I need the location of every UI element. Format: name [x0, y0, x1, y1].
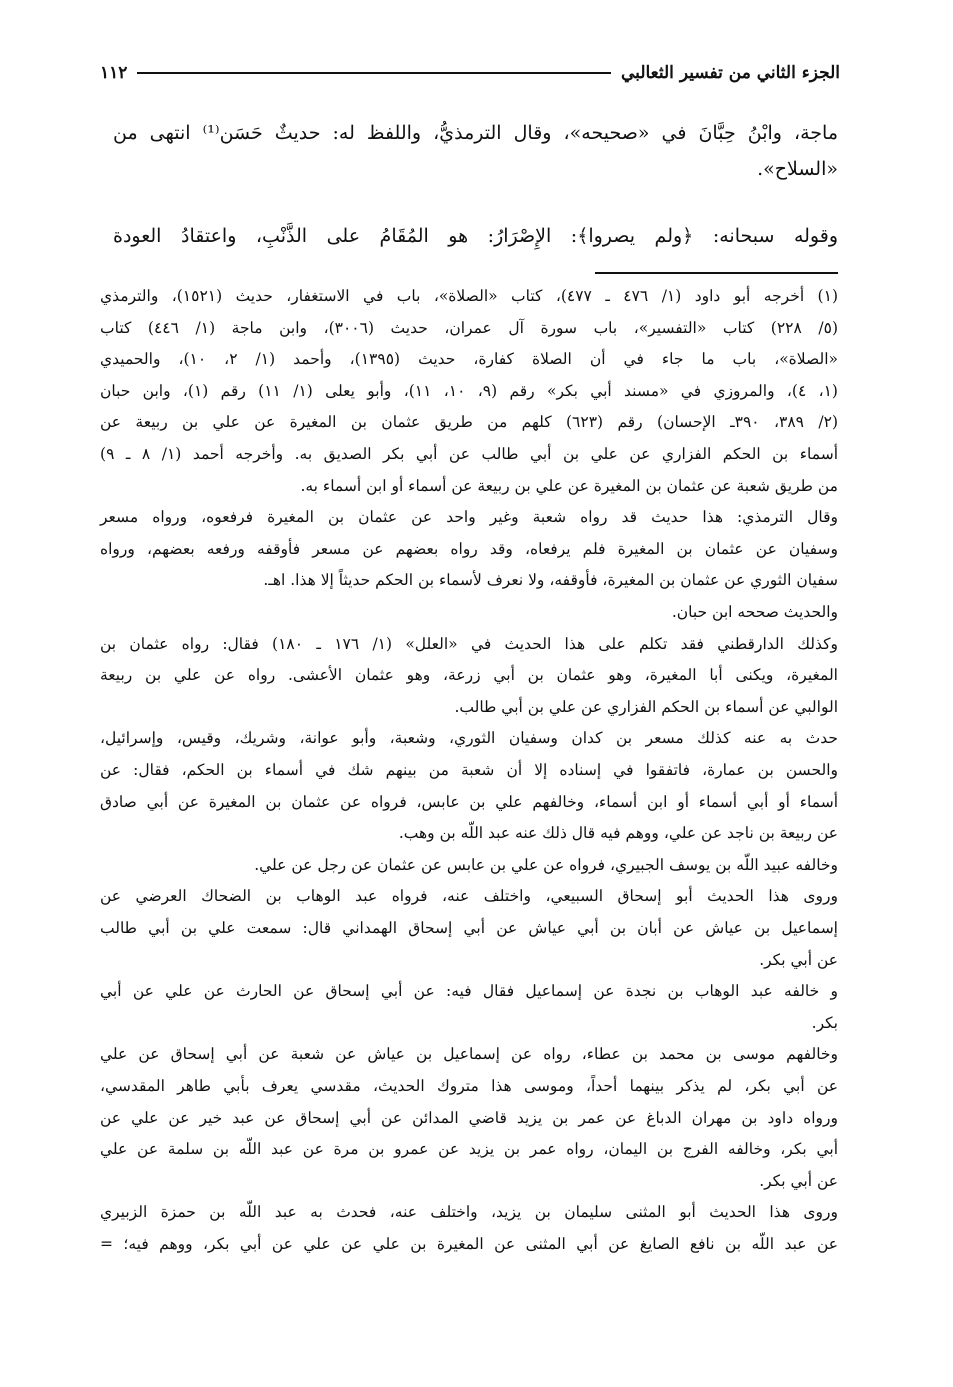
footnote-line: وروى هذا الحديث أبو إسحاق السبيعي، واختلف عنه، فرواه عبد الوهاب بن الضحاك العرضي عن [100, 887, 838, 906]
footnote-line: بكر. [811, 1013, 838, 1032]
footnote-line: والحديث صححه ابن حبان. [671, 603, 838, 621]
footnote-line: أسماء بن الحكم الفزاري عن علي بن أبي طالب عن أبي بكر الصديق به. وأخرجه أحمد (١/ ٨ ـ ٩) [100, 445, 838, 463]
header-rule [137, 72, 611, 74]
main-text-line: وقوله سبحانه: ﴿ولم يصروا﴾: الإِصْرَارُ: هو المُقَامُ على الذَّنْبِ، واعتقادُ العودة [113, 225, 838, 247]
running-header [100, 60, 840, 86]
footnote-line: (١) أخرجه أبو داود (١/ ٤٧٦ ـ ٤٧٧)، كتاب «الصلاة»، باب في الاستغفار، حديث (١٥٢١)، والترمذي [100, 287, 838, 305]
footnote-line: وخالفهم موسى بن محمد بن عطاء، رواه عن إسماعيل بن عياش عن شعبة عن أبي إسحاق عن علي [100, 1045, 838, 1064]
footnote-line: عن أبي بكر، لم يذكر بينهما أحداً، وموسى هذا متروك الحديث، مقدسي يعرف بأبي طاهر المقدسي، [100, 1077, 838, 1095]
footnote-line: (١، ٤)، والمروزي في «مسند أبي بكر» رقم (٩، ١٠، ١١)، وأبو يعلى (١/ ١١) رقم (١)، وابن حبان [100, 381, 838, 400]
footnote-line: والحسن بن عمارة، فاتفقوا في إسناده إلا أن شعبة من بينهم شك في أسماء بن الحكم، فقال: عن [100, 761, 838, 779]
footnote-line: من طريق شعبة عن عثمان بن المغيرة عن علي بن ربيعة عن أسماء أو ابن أسماء به. [300, 476, 838, 495]
footnote-line: سفيان الثوري عن عثمان بن المغيرة، فأوقفه، ولا نعرف لأسماء بن الحكم حديثاً إلا هذا. اهـ. [263, 571, 838, 590]
footnote-separator [595, 272, 838, 274]
footnote-line: (٢/ ٣٨٩، ٣٩٠ـ الإحسان) رقم (٦٢٣) كلهم من طريق عثمان بن المغيرة عن علي بن ربيعة عن [100, 413, 838, 432]
footnote-line: المغيرة، ويكنى أبا المغيرة، وهو عثمان بن أبي زرعة، وهو عثمان الأعشى. رواه عن علي بن ربيعة [100, 666, 838, 685]
footnote-line: أسماء أو أبي أسماء أو ابن أسماء، وخالفهم علي بن عابس، فرواه عن عثمان بن المغيرة عن أبي صادق [100, 792, 838, 811]
footnote-line: «الصلاة»، باب ما جاء في أن الصلاة كفارة، حديث (١٣٩٥)، وأحمد (١/ ٢، ١٠)، والحميدي [100, 350, 839, 369]
footnote-line: وروى هذا الحديث أبو المثنى سليمان بن يزيد، واختلف عنه، فحدث به عبد اللّه بن حمزة الزبيري [100, 1203, 838, 1222]
footnote-line: (٥/ ٢٢٨) كتاب «التفسير»، باب سورة آل عمران، حديث (٣٠٠٦)، وابن ماجة (١/ ٤٤٦) كتاب [100, 318, 838, 337]
footnote-line: و خالفه عبد الوهاب بن نجدة عن إسماعيل فقال فيه: عن أبي إسحاق عن الحارث عن علي عن أبي [100, 982, 838, 1001]
footnote-line: عن أبي بكر. [759, 1171, 838, 1190]
footnote-line: وخالفه عبيد اللّه بن يوسف الجبيري، فرواه عن علي بن عابس عن عثمان عن رجل عن علي. [254, 855, 838, 874]
footnote-line: وقال الترمذي: هذا حديث قد رواه شعبة وغير واحد عن عثمان بن المغيرة فرفعوه، ورواه مسعر [100, 508, 838, 527]
main-text-line: ماجة، وابْنُ حِبَّانَ في «صحيحه»، وقال الترمذيُّ، واللفظ له: حديثٌ حَسَن⁽¹⁾ انتهى من [113, 122, 839, 144]
footnote-line: عن عبد اللّه بن نافع الصايغ عن أبي المثنى عن المغيرة بن علي عن علي عن أبي بكر، ووهم فيه؛ = [100, 1235, 838, 1253]
running-title: الجزء الثاني من تفسير الثعالبي [621, 63, 840, 83]
footnote-line: عن ربيعة بن ناجد عن علي، ووهم فيه قال ذلك عنه عبد اللّه بن وهب. [398, 824, 838, 843]
page-number: ١١٢ [100, 63, 128, 83]
footnote-line: إسماعيل بن عياش عن أبان بن أبي عياش عن أبي إسحاق الهمداني قال: سمعت علي بن أبي طالب [100, 919, 838, 937]
footnote-line: عن أبي بكر. [759, 950, 838, 969]
footnote-line: الوالبي عن أسماء بن الحكم الفزاري عن علي بن أبي طالب. [454, 697, 838, 716]
footnote-line: ورواه داود بن مهران الدباغ عن عمر بن يزيد قاضي المدائن عن أبي إسحاق عن عبد خير عن علي عن [100, 1108, 838, 1127]
main-text-line: «السلاح». [757, 158, 838, 180]
footnote-line: أبي بكر، وخالفه الفرج بن اليمان، رواه عمر بن يزيد عن عمرو بن مرة عن عبد اللّه بن سلمة عن علي [100, 1140, 838, 1159]
footnote-line: وكذلك الدارقطني فقد تكلم على هذا الحديث في «العلل» (١/ ١٧٦ ـ ١٨٠) فقال: رواه عثمان بن [100, 634, 838, 653]
footnote-line: وسفيان عن عثمان بن المغيرة فلم يرفعاه، وقد رواه بعضهم عن مسعر فأوقفه ورفعه بعضهم، ورواه [100, 539, 838, 558]
footnote-line: حدث به عنه كذلك مسعر بن كدان وسفيان الثوري، وشعبة، وأبو عوانة، وشريك، وقيس، وإسرائيل، [100, 729, 838, 748]
